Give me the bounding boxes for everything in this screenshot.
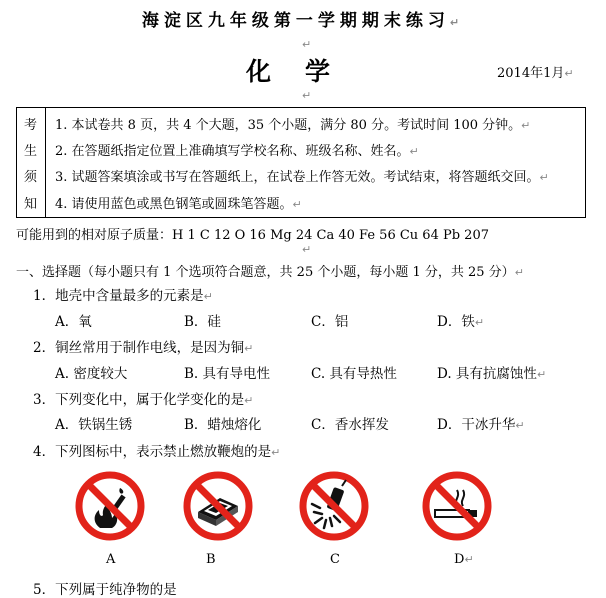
no-smoking-sign-icon [421,470,493,542]
instructions-box [16,107,586,218]
option-b: B．硅 [184,314,221,330]
option-c-label: C [330,552,340,567]
option-c: C．铝 [311,314,349,330]
no-open-flame-sign-icon [74,470,146,542]
no-matches-sign-icon [182,470,254,542]
paragraph-mark-icon: ↵ [449,16,465,29]
option-c: C．香水挥发 [311,417,389,433]
option-d: D. 具有抗腐蚀性↵ [437,366,547,382]
question-stem: 3．下列变化中，属于化学变化的是↵ [33,392,254,408]
option-a: A. 密度较大 [55,366,128,382]
subject-title: 化学 [246,57,365,86]
question-stem: 1．地壳中含量最多的元素是↵ [33,288,213,304]
option-b: B．蜡烛熔化 [184,417,262,433]
question-stem: 2．铜丝常用于制作电线，是因为铜↵ [33,340,254,356]
option-d: D．铁↵ [437,314,485,330]
option-c: C. 具有导热性 [311,366,397,382]
option-b: B. 具有导电性 [184,366,271,382]
option-b-label: B [206,552,216,567]
option-a-label: A [106,552,116,567]
paragraph-mark-icon: ↵ [302,38,312,51]
option-d: D．干冰升华↵ [437,417,525,433]
instruction-item: 2. 在答题纸指定位置上准确填写学校名称、班级名称、姓名。↵ [55,144,419,159]
option-d-label: D↵ [454,552,474,567]
instruction-item: 3. 试题答案填涂或书写在答题纸上，在试卷上作答无效。考试结束，将答题纸交回。↵ [55,170,549,185]
exam-date: 2014年1月↵ [497,66,574,81]
question-stem: 4．下列图标中，表示禁止燃放鞭炮的是↵ [33,444,281,460]
instruction-item: 1. 本试卷共 8 页，共 4 个大题，35 个小题，满分 80 分。考试时间 100 分钟。↵ [55,118,531,133]
option-a: A．铁锅生锈 [55,417,133,433]
option-a: A．氧 [55,314,92,330]
instruction-item: 4. 请使用蓝色或黑色钢笔或圆珠笔答题。↵ [55,197,302,212]
exam-header: 海淀区九年级第一学期期末练习↵ [141,11,465,31]
paragraph-mark-icon: ↵ [302,89,312,102]
section-heading: 一、选择题（每小题只有 1 个选项符合题意，共 25 个小题，每小题 1 分，共 25 分）↵ [16,265,524,280]
no-firecrackers-sign-icon [298,470,370,542]
paragraph-mark-icon: ↵ [302,243,312,256]
atomic-masses-line: 可能用到的相对原子质量：H 1 C 12 O 16 Mg 24 Ca 40 Fe 56 Cu 64 Pb 207 [16,228,489,243]
instructions-label: 考 生 须 知 [17,108,46,217]
question-stem: 5．下列属于纯净物的是 [33,582,177,598]
